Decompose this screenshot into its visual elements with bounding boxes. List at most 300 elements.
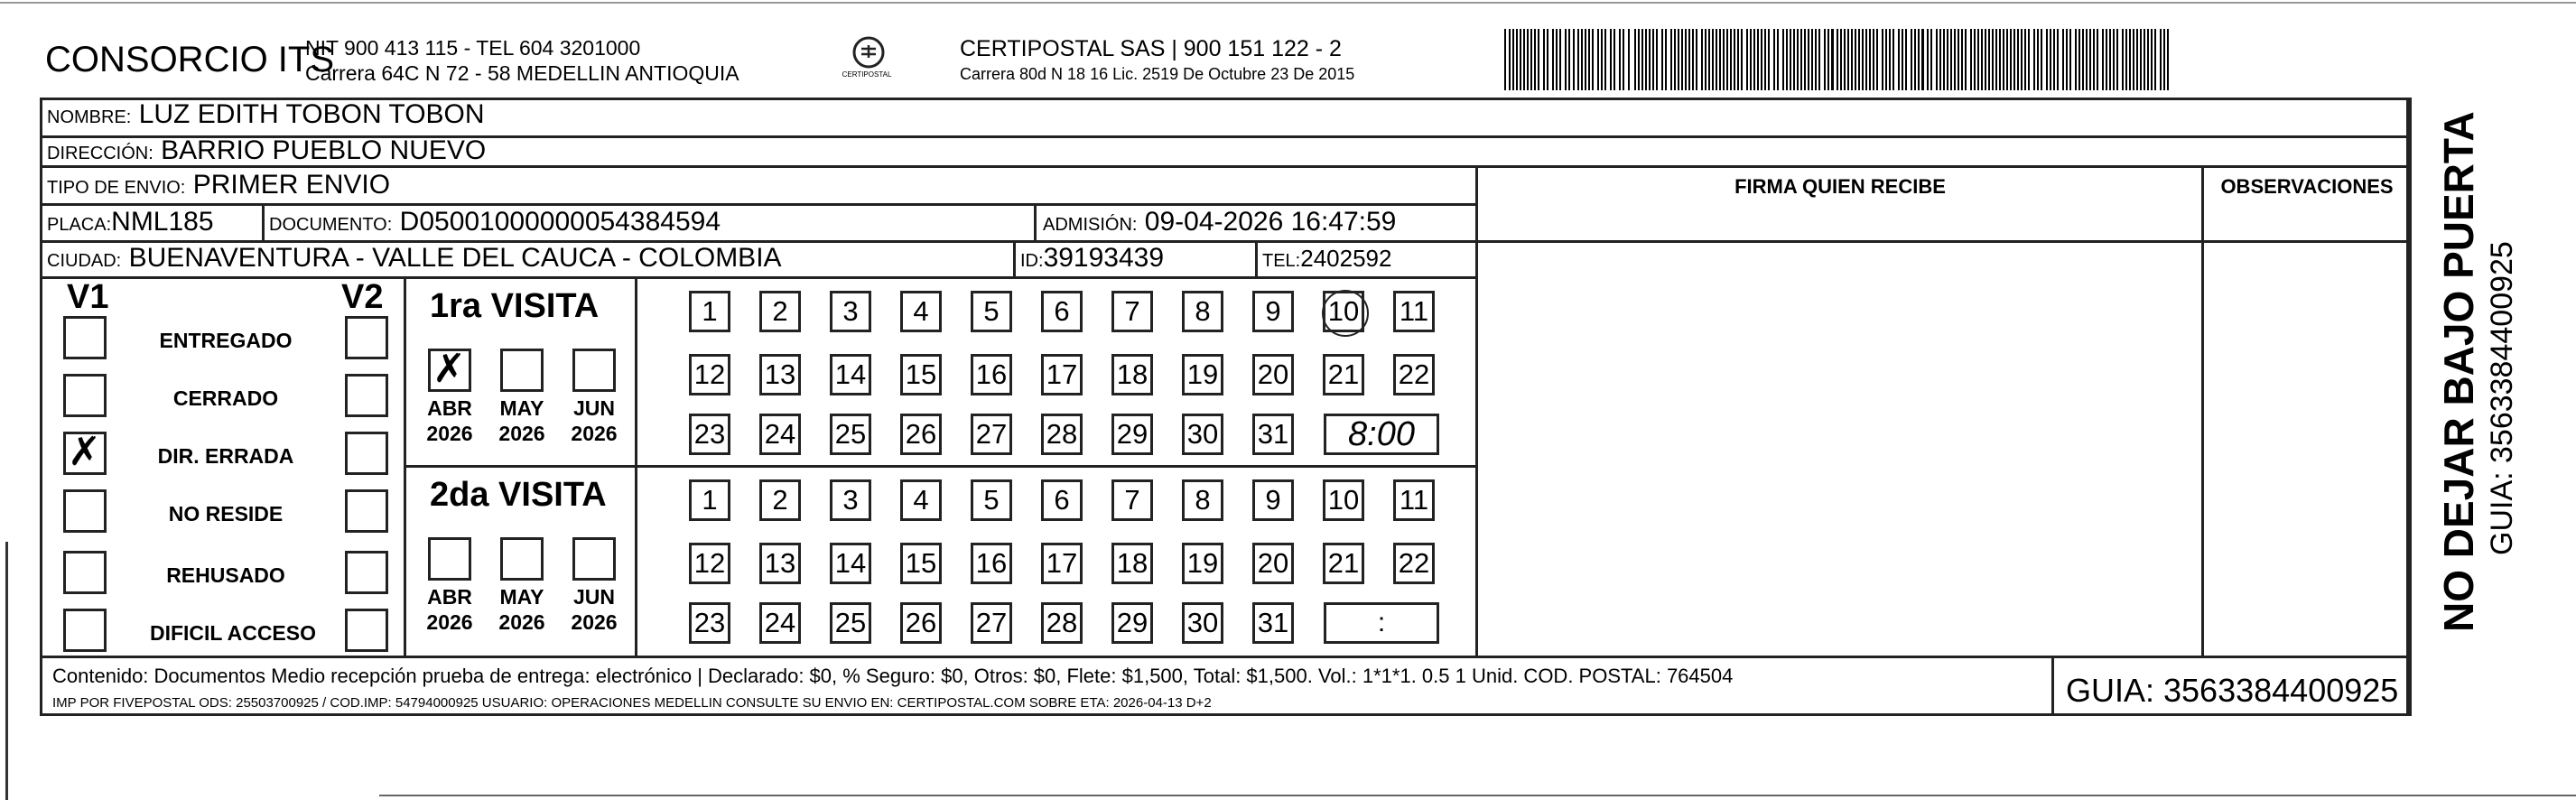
barcode-bar bbox=[2109, 29, 2111, 90]
day-number: 27 bbox=[975, 418, 1008, 450]
barcode-bar bbox=[1708, 29, 1710, 90]
id-row bbox=[1020, 243, 1164, 274]
day-number: 6 bbox=[1054, 295, 1070, 327]
day-cell[interactable] bbox=[900, 354, 942, 395]
barcode-bar bbox=[2013, 29, 2015, 90]
day-cell[interactable] bbox=[1111, 291, 1153, 332]
month-checkbox[interactable] bbox=[428, 346, 471, 392]
day-number: 16 bbox=[975, 358, 1008, 390]
barcode-bar bbox=[2066, 29, 2068, 90]
barcode-bar bbox=[1568, 29, 1570, 90]
company-name: CONSORCIO ITS bbox=[45, 40, 335, 79]
logo-caption: CERTIPOSTAL bbox=[842, 70, 892, 79]
day-number: 9 bbox=[1265, 295, 1281, 327]
day-cell[interactable] bbox=[759, 291, 801, 332]
barcode-bar bbox=[1921, 29, 1924, 90]
barcode-bar bbox=[1750, 29, 1752, 90]
barcode-bar bbox=[1520, 29, 1521, 90]
day-number: 14 bbox=[834, 547, 867, 579]
visit-title: 2da VISITA bbox=[430, 476, 607, 514]
day-cell[interactable] bbox=[1393, 543, 1435, 584]
day-cell[interactable] bbox=[759, 543, 801, 584]
day-number: 19 bbox=[1186, 358, 1219, 390]
day-cell[interactable] bbox=[1182, 602, 1223, 644]
barcode-bar bbox=[2144, 29, 2145, 90]
barcode-bar bbox=[2010, 29, 2012, 90]
month-checkbox[interactable] bbox=[572, 349, 616, 392]
barcode-bar bbox=[1840, 29, 1842, 90]
v1-checkbox[interactable] bbox=[63, 429, 107, 475]
day-cell[interactable] bbox=[900, 543, 942, 584]
day-number: 19 bbox=[1186, 547, 1219, 579]
barcode-bar bbox=[1726, 29, 1728, 90]
day-cell[interactable] bbox=[1252, 602, 1294, 644]
barcode-bar bbox=[1741, 29, 1743, 90]
v1-checkbox[interactable] bbox=[63, 374, 107, 417]
barcode-bar bbox=[1782, 29, 1784, 90]
day-number: 3 bbox=[842, 295, 859, 327]
barcode-bar bbox=[1719, 29, 1721, 90]
barcode-bar bbox=[2053, 29, 2055, 90]
day-cell[interactable] bbox=[1182, 414, 1223, 455]
barcode-bar bbox=[1573, 29, 1575, 90]
barcode-bar bbox=[1786, 29, 1788, 90]
day-cell[interactable] bbox=[759, 354, 801, 395]
barcode-bar bbox=[2167, 29, 2169, 90]
v2-checkbox[interactable] bbox=[345, 489, 388, 533]
barcode-bar bbox=[2089, 29, 2091, 90]
day-cell[interactable] bbox=[1041, 602, 1083, 644]
barcode-bar bbox=[1610, 29, 1612, 90]
barcode-bar bbox=[1527, 29, 1529, 90]
barcode-bar bbox=[2017, 29, 2019, 90]
day-cell[interactable] bbox=[830, 291, 871, 332]
day-number: 15 bbox=[905, 547, 937, 579]
carrier-line1: CERTIPOSTAL SAS | 900 151 122 - 2 bbox=[960, 36, 1342, 61]
barcode-bar bbox=[1734, 29, 1735, 90]
day-cell[interactable] bbox=[1323, 354, 1364, 395]
day-cell[interactable] bbox=[759, 479, 801, 521]
barcode-bar bbox=[1992, 29, 1994, 90]
nombre-row bbox=[47, 99, 485, 130]
visit-time-value: : bbox=[1377, 608, 1386, 637]
day-cell[interactable] bbox=[1041, 291, 1083, 332]
visit-time-field[interactable] bbox=[1324, 602, 1439, 644]
barcode-bar bbox=[1898, 29, 1900, 90]
direccion-label: DIRECCIÓN: bbox=[47, 144, 153, 163]
barcode-bar bbox=[1800, 29, 1802, 90]
barcode-bar bbox=[1601, 29, 1603, 90]
day-cell[interactable] bbox=[759, 602, 801, 644]
day-number: 9 bbox=[1265, 484, 1281, 516]
day-number: 5 bbox=[983, 295, 1000, 327]
day-cell[interactable] bbox=[1041, 354, 1083, 395]
day-cell[interactable] bbox=[1252, 354, 1294, 395]
day-number: 2 bbox=[772, 295, 788, 327]
barcode-bar bbox=[1652, 29, 1654, 90]
barcode-bar bbox=[2057, 29, 2059, 90]
barcode-bar bbox=[1588, 29, 1590, 90]
scan-top-edge bbox=[0, 2, 2576, 4]
month-checkbox[interactable] bbox=[428, 537, 471, 581]
check-mark-icon: ✗ bbox=[432, 346, 466, 392]
barcode-bar bbox=[1761, 29, 1762, 90]
barcode-bar bbox=[1995, 29, 1997, 90]
barcode-bar bbox=[1889, 29, 1891, 90]
barcode-bar bbox=[1914, 29, 1916, 90]
row-line-5 bbox=[40, 276, 1475, 279]
barcode-bar bbox=[1581, 29, 1583, 90]
placa-label: PLACA: bbox=[47, 215, 112, 235]
barcode-bar bbox=[1892, 29, 1894, 90]
barcode-bar bbox=[1534, 29, 1536, 90]
day-cell[interactable] bbox=[830, 354, 871, 395]
day-number: 8 bbox=[1195, 484, 1211, 516]
barcode-bar bbox=[1538, 29, 1539, 90]
day-cell[interactable] bbox=[971, 479, 1012, 521]
day-number: 26 bbox=[905, 418, 937, 450]
day-cell[interactable] bbox=[830, 414, 871, 455]
barcode-bar bbox=[1974, 29, 1976, 90]
day-cell[interactable] bbox=[1252, 414, 1294, 455]
day-cell[interactable] bbox=[759, 414, 801, 455]
day-number: 24 bbox=[764, 607, 796, 638]
barcode-bar bbox=[2125, 29, 2127, 90]
barcode-bar bbox=[1597, 29, 1599, 90]
v1-checkbox[interactable] bbox=[63, 551, 107, 594]
barcode-bar bbox=[1808, 29, 1809, 90]
barcode-bar bbox=[1855, 29, 1856, 90]
day-cell[interactable] bbox=[689, 479, 730, 521]
day-number: 2 bbox=[772, 484, 788, 516]
barcode-bar bbox=[2069, 29, 2071, 90]
day-number: 29 bbox=[1116, 607, 1149, 638]
barcode-bar bbox=[1902, 29, 1903, 90]
barcode-bar bbox=[1768, 29, 1770, 90]
check-mark-icon: ✗ bbox=[68, 429, 101, 475]
barcode-bar bbox=[2097, 29, 2098, 90]
day-number: 23 bbox=[693, 418, 726, 450]
day-number: 31 bbox=[1257, 418, 1289, 450]
barcode-bar bbox=[1509, 29, 1511, 90]
barcode-bar bbox=[1530, 29, 1532, 90]
day-number: 15 bbox=[905, 358, 937, 390]
barcode-bar bbox=[1869, 29, 1871, 90]
day-cell[interactable] bbox=[1182, 291, 1223, 332]
barcode-bar bbox=[1559, 29, 1561, 90]
id-sep bbox=[1013, 240, 1016, 276]
barcode-bar bbox=[1746, 29, 1748, 90]
day-number: 3 bbox=[842, 484, 859, 516]
v2-checkbox[interactable] bbox=[345, 374, 388, 417]
barcode-bar bbox=[2078, 29, 2080, 90]
day-number: 29 bbox=[1116, 418, 1149, 450]
barcode-bar bbox=[1723, 29, 1725, 90]
v1-checkbox[interactable] bbox=[63, 609, 107, 652]
v1-checkbox[interactable] bbox=[63, 316, 107, 359]
barcode-bar bbox=[2106, 29, 2107, 90]
day-number: 30 bbox=[1186, 418, 1219, 450]
admision-value: 09-04-2026 16:47:59 bbox=[1144, 207, 1397, 237]
barcode-bar bbox=[1885, 29, 1887, 90]
day-number: 16 bbox=[975, 547, 1008, 579]
day-number: 6 bbox=[1054, 484, 1070, 516]
barcode-bar bbox=[2046, 29, 2048, 90]
year-label: 2026 bbox=[498, 610, 545, 634]
footer-guia: GUIA: 3563384400925 bbox=[2066, 672, 2399, 709]
v1-checkbox[interactable] bbox=[63, 489, 107, 533]
side-notice: NO DEJAR BAJO PUERTA bbox=[2435, 111, 2482, 632]
day-cell[interactable] bbox=[900, 414, 942, 455]
barcode-bar bbox=[1824, 29, 1826, 90]
day-cell[interactable] bbox=[1182, 479, 1223, 521]
day-cell[interactable] bbox=[830, 543, 871, 584]
barcode-bar bbox=[1927, 29, 1929, 90]
day-cell[interactable] bbox=[830, 602, 871, 644]
barcode-bar bbox=[2033, 29, 2035, 90]
barcode-bar bbox=[1947, 29, 1948, 90]
barcode-bar bbox=[1939, 29, 1941, 90]
barcode-bar bbox=[1876, 29, 1878, 90]
day-cell[interactable] bbox=[971, 602, 1012, 644]
barcode-bar bbox=[2151, 29, 2153, 90]
barcode-bar bbox=[1656, 29, 1658, 90]
day-cell[interactable] bbox=[1252, 479, 1294, 521]
day-number: 21 bbox=[1327, 358, 1360, 390]
barcode-bar bbox=[2041, 29, 2042, 90]
visit-divider bbox=[404, 465, 1475, 468]
row-line-3 bbox=[40, 203, 1475, 206]
day-cell[interactable] bbox=[689, 354, 730, 395]
ciudad-label: CIUDAD: bbox=[47, 251, 122, 271]
month-checkbox[interactable] bbox=[572, 537, 616, 581]
day-cell[interactable] bbox=[1041, 543, 1083, 584]
day-number: 12 bbox=[693, 358, 726, 390]
day-cell[interactable] bbox=[1182, 543, 1223, 584]
day-number: 4 bbox=[913, 484, 929, 516]
status-label: CERRADO bbox=[172, 386, 279, 410]
v2-checkbox[interactable] bbox=[345, 551, 388, 594]
barcode-bar bbox=[1661, 29, 1663, 90]
day-number: 10 bbox=[1327, 295, 1360, 327]
barcode-bar bbox=[1543, 29, 1545, 90]
day-number: 17 bbox=[1046, 547, 1078, 579]
day-cell[interactable] bbox=[1111, 414, 1153, 455]
day-number: 1 bbox=[702, 484, 718, 516]
day-cell[interactable] bbox=[689, 414, 730, 455]
barcode-bar bbox=[1988, 29, 1990, 90]
placa-row bbox=[47, 207, 214, 237]
status-label: REHUSADO bbox=[166, 563, 285, 587]
placa-value: NML185 bbox=[111, 207, 214, 237]
barcode-bar bbox=[1716, 29, 1717, 90]
month-label: MAY bbox=[499, 585, 544, 609]
direccion-value: BARRIO PUEBLO NUEVO bbox=[161, 135, 487, 165]
v2-checkbox[interactable] bbox=[345, 609, 388, 652]
day-number: 28 bbox=[1046, 418, 1078, 450]
visit-months-right-line bbox=[635, 276, 637, 656]
barcode-bar bbox=[2163, 29, 2165, 90]
barcode-bar bbox=[2154, 29, 2156, 90]
day-cell[interactable] bbox=[1111, 602, 1153, 644]
right-edge bbox=[2409, 98, 2412, 716]
day-cell[interactable] bbox=[1252, 291, 1294, 332]
tel-row bbox=[1262, 245, 1391, 273]
day-cell[interactable] bbox=[1393, 354, 1435, 395]
day-number: 5 bbox=[983, 484, 1000, 516]
visit-time-field[interactable] bbox=[1324, 414, 1439, 455]
company-line1: NIT 900 413 115 - TEL 604 3201000 bbox=[305, 36, 641, 60]
barcode-bar bbox=[2021, 29, 2023, 90]
day-cell[interactable] bbox=[971, 354, 1012, 395]
visit-title: 1ra VISITA bbox=[430, 287, 600, 325]
day-number: 20 bbox=[1257, 547, 1289, 579]
barcode-bar bbox=[2147, 29, 2149, 90]
day-cell[interactable] bbox=[1111, 543, 1153, 584]
barcode-bar bbox=[1604, 29, 1606, 90]
barcode-bar bbox=[1623, 29, 1624, 90]
tel-value: 2402592 bbox=[1300, 245, 1392, 272]
barcode-bar bbox=[1685, 29, 1687, 90]
barcode-bar bbox=[1999, 29, 2001, 90]
barcode-bar bbox=[2024, 29, 2026, 90]
month-label: ABR bbox=[427, 585, 472, 609]
barcode-bar bbox=[2160, 29, 2162, 90]
day-cell[interactable] bbox=[689, 602, 730, 644]
barcode-bar bbox=[2102, 29, 2104, 90]
day-cell[interactable] bbox=[1252, 543, 1294, 584]
barcode-bar bbox=[1965, 29, 1967, 90]
barcode-bar bbox=[1512, 29, 1514, 90]
firma-header: FIRMA QUIEN RECIBE bbox=[1734, 175, 1946, 198]
barcode-bar bbox=[1977, 29, 1979, 90]
day-number: 18 bbox=[1116, 358, 1149, 390]
day-cell[interactable] bbox=[971, 291, 1012, 332]
visit-time-value: 8:00 bbox=[1348, 414, 1415, 453]
day-cell[interactable] bbox=[689, 543, 730, 584]
barcode-bar bbox=[1790, 29, 1791, 90]
barcode-bar bbox=[1851, 29, 1853, 90]
day-cell[interactable] bbox=[1041, 414, 1083, 455]
barcode-bar bbox=[1793, 29, 1795, 90]
day-cell[interactable] bbox=[1323, 479, 1364, 521]
day-number: 25 bbox=[834, 418, 867, 450]
day-cell[interactable] bbox=[1393, 291, 1435, 332]
tipo-row bbox=[47, 170, 390, 200]
day-number: 18 bbox=[1116, 547, 1149, 579]
day-cell[interactable] bbox=[1111, 354, 1153, 395]
day-number: 31 bbox=[1257, 607, 1289, 638]
day-cell[interactable] bbox=[1041, 479, 1083, 521]
barcode-bar bbox=[2133, 29, 2134, 90]
obs-left-line bbox=[2201, 165, 2204, 656]
day-cell[interactable] bbox=[830, 479, 871, 521]
footer-line1: Contenido: Documentos Medio recepción prueba de entrega: electrónico | Declarado: $0, % Seguro: $0, Otros: $0, Flete: $1,500, Total: $1,500. Vol.: 1*1*1. 0.5 1 Unid. COD. POSTAL: 764504 bbox=[52, 665, 1734, 687]
day-cell[interactable] bbox=[900, 479, 942, 521]
day-cell[interactable] bbox=[1182, 354, 1223, 395]
month-checkbox[interactable] bbox=[500, 537, 544, 581]
barcode-bar bbox=[1645, 29, 1647, 90]
barcode-bar bbox=[1950, 29, 1952, 90]
status-label: NO RESIDE bbox=[168, 502, 284, 526]
barcode-bar bbox=[1815, 29, 1817, 90]
barcode-bar bbox=[1905, 29, 1907, 90]
day-cell[interactable] bbox=[971, 414, 1012, 455]
day-cell[interactable] bbox=[900, 602, 942, 644]
admision-row bbox=[1043, 207, 1396, 237]
barcode-bar bbox=[1556, 29, 1558, 90]
barcode-bar bbox=[1516, 29, 1518, 90]
day-cell[interactable] bbox=[1393, 479, 1435, 521]
day-cell[interactable] bbox=[971, 543, 1012, 584]
day-number: 1 bbox=[702, 295, 718, 327]
barcode-bar bbox=[1936, 29, 1938, 90]
month-label: JUN bbox=[572, 585, 615, 609]
day-cell[interactable] bbox=[1111, 479, 1153, 521]
year-label: 2026 bbox=[571, 610, 618, 634]
day-number: 8 bbox=[1195, 295, 1211, 327]
nombre-label: NOMBRE: bbox=[47, 107, 132, 127]
nombre-value: LUZ EDITH TOBON TOBON bbox=[138, 99, 485, 129]
v1-label: V1 bbox=[67, 278, 109, 316]
barcode-bar bbox=[2129, 29, 2131, 90]
barcode-bar bbox=[1730, 29, 1732, 90]
barcode-bar bbox=[1613, 29, 1615, 90]
day-cell[interactable] bbox=[1323, 291, 1364, 332]
month-label: MAY bbox=[499, 396, 544, 420]
barcode-bar bbox=[1961, 29, 1963, 90]
tipo-label: TIPO DE ENVIO: bbox=[47, 178, 186, 198]
status-label: ENTREGADO bbox=[159, 329, 293, 352]
day-number: 25 bbox=[834, 607, 867, 638]
barcode-bar bbox=[2075, 29, 2077, 90]
day-number: 28 bbox=[1046, 607, 1078, 638]
day-number: 13 bbox=[764, 547, 796, 579]
barcode-bar bbox=[1804, 29, 1806, 90]
barcode-bar bbox=[1712, 29, 1714, 90]
day-number: 11 bbox=[1399, 295, 1429, 327]
barcode-bar bbox=[1831, 29, 1834, 90]
barcode-bar bbox=[1811, 29, 1813, 90]
admision-label: ADMISIÓN: bbox=[1043, 215, 1138, 235]
month-checkbox[interactable] bbox=[500, 349, 544, 392]
day-cell[interactable] bbox=[689, 291, 730, 332]
day-cell[interactable] bbox=[900, 291, 942, 332]
day-number: 4 bbox=[913, 295, 929, 327]
day-number: 7 bbox=[1124, 484, 1140, 516]
barcode-bar bbox=[1681, 29, 1683, 90]
v2-checkbox[interactable] bbox=[345, 432, 388, 475]
observaciones-header: OBSERVACIONES bbox=[2220, 175, 2394, 198]
tel-sep bbox=[1255, 240, 1258, 276]
circled-day-mark-icon bbox=[1322, 290, 1369, 337]
barcode-bar bbox=[1678, 29, 1679, 90]
day-number: 21 bbox=[1327, 547, 1360, 579]
day-number: 24 bbox=[764, 418, 796, 450]
admision-sep bbox=[1034, 203, 1037, 240]
day-cell[interactable] bbox=[1323, 543, 1364, 584]
id-label: ID: bbox=[1020, 251, 1044, 271]
id-value: 39193439 bbox=[1043, 243, 1165, 273]
barcode-bar bbox=[1705, 29, 1706, 90]
day-number: 14 bbox=[834, 358, 867, 390]
ciudad-value: BUENAVENTURA - VALLE DEL CAUCA - COLOMBIA bbox=[128, 243, 782, 273]
barcode-bar bbox=[1954, 29, 1956, 90]
barcode-bar bbox=[1862, 29, 1864, 90]
status-label: DIR. ERRADA bbox=[157, 444, 294, 468]
v2-checkbox[interactable] bbox=[345, 316, 388, 359]
barcode-bar bbox=[2082, 29, 2084, 90]
